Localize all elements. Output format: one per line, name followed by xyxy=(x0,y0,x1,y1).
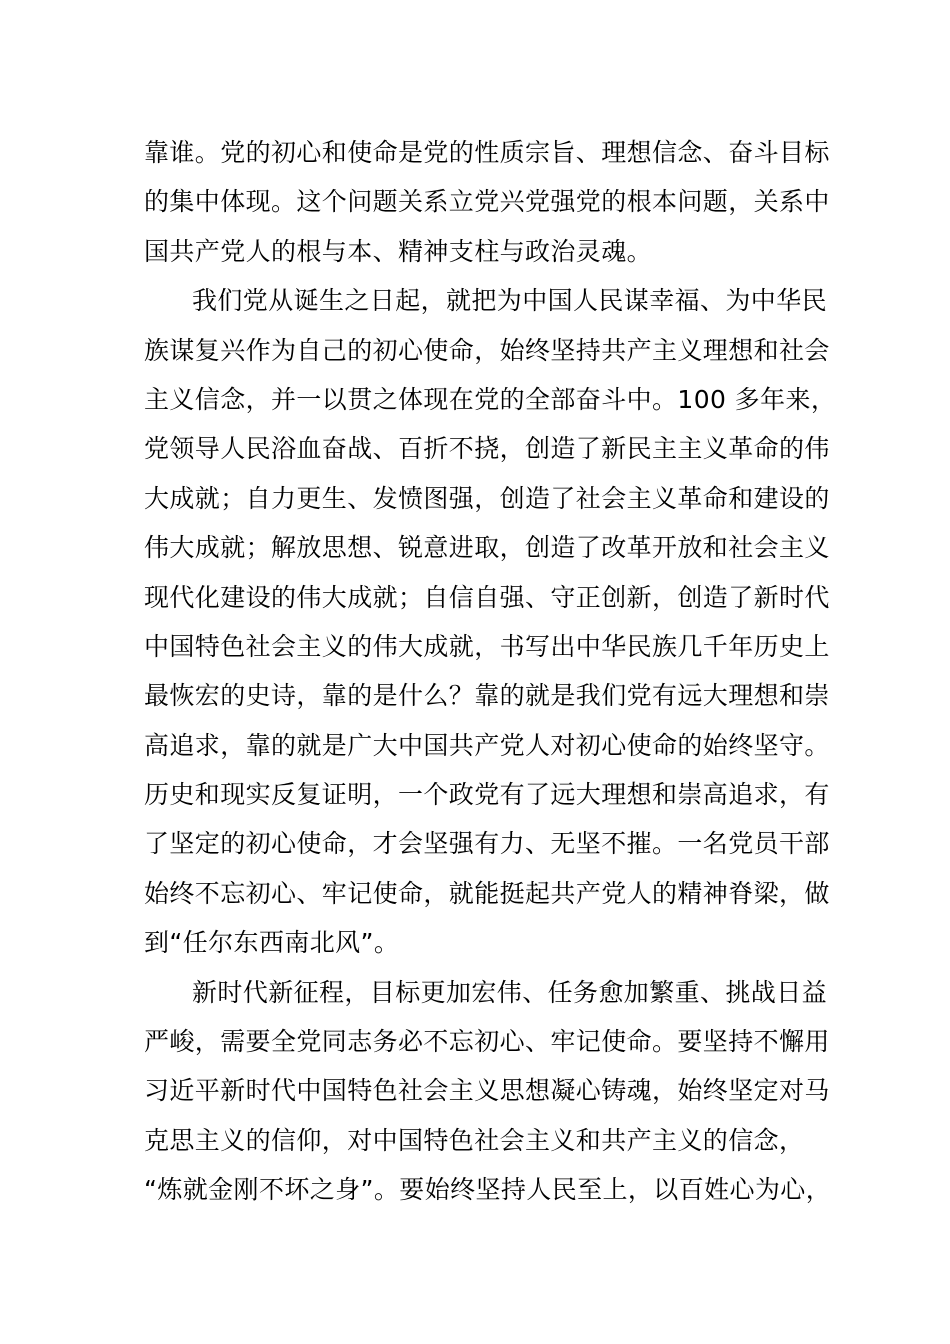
text-line: 主义信念，并一以贯之体现在党的全部奋斗中。100 多年来， xyxy=(144,384,837,414)
text-line: 到“任尔东西南北风”。 xyxy=(144,928,400,958)
text-line: 大成就；自力更生、发愤图强，创造了社会主义革命和建设的 xyxy=(144,483,830,513)
paragraph-first-line: 我们党从诞生之日起，就把为中国人民谋幸福、为中华民 xyxy=(192,286,828,316)
text-line: 族谋复兴作为自己的初心使命，始终坚持共产主义理想和社会 xyxy=(144,335,830,365)
text-line: 的集中体现。这个问题关系立党兴党强党的根本问题，关系中 xyxy=(144,187,830,217)
text-line: 高追求，靠的就是广大中国共产党人对初心使命的始终坚守。 xyxy=(144,730,830,760)
text-line: 伟大成就；解放思想、锐意进取，创造了改革开放和社会主义 xyxy=(144,533,830,563)
text-line: 历史和现实反复证明，一个政党有了远大理想和崇高追求，有 xyxy=(144,780,830,810)
text-line: 国共产党人的根与本、精神支柱与政治灵魂。 xyxy=(144,236,653,266)
text-line: 严峻，需要全党同志务必不忘初心、牢记使命。要坚持不懈用 xyxy=(144,1027,830,1057)
body-text xyxy=(144,128,837,1215)
text-line: 了坚定的初心使命，才会坚强有力、无坚不摧。一名党员干部 xyxy=(144,829,830,859)
text-line: 克思主义的信仰，对中国特色社会主义和共产主义的信念， xyxy=(144,1125,805,1155)
text-line: “炼就金刚不坏之身”。要始终坚持人民至上，以百姓心为心， xyxy=(144,1175,832,1205)
text-line: 靠谁。党的初心和使命是党的性质宗旨、理想信念、奋斗目标 xyxy=(144,138,830,167)
text-line: 习近平新时代中国特色社会主义思想凝心铸魂，始终坚定对马 xyxy=(144,1076,830,1106)
text-line: 党领导人民浴血奋战、百折不挠，创造了新民主主义革命的伟 xyxy=(144,434,830,464)
text-line: 始终不忘初心、牢记使命，就能挺起共产党人的精神脊梁，做 xyxy=(144,878,830,908)
paragraph-first-line: 新时代新征程，目标更加宏伟、任务愈加繁重、挑战日益 xyxy=(192,977,828,1007)
text-line: 最恢宏的史诗，靠的是什么？靠的就是我们党有远大理想和崇 xyxy=(144,681,830,711)
text-line: 现代化建设的伟大成就；自信自强、守正创新，创造了新时代 xyxy=(144,582,830,612)
text-line: 中国特色社会主义的伟大成就，书写出中华民族几千年历史上 xyxy=(144,631,830,661)
